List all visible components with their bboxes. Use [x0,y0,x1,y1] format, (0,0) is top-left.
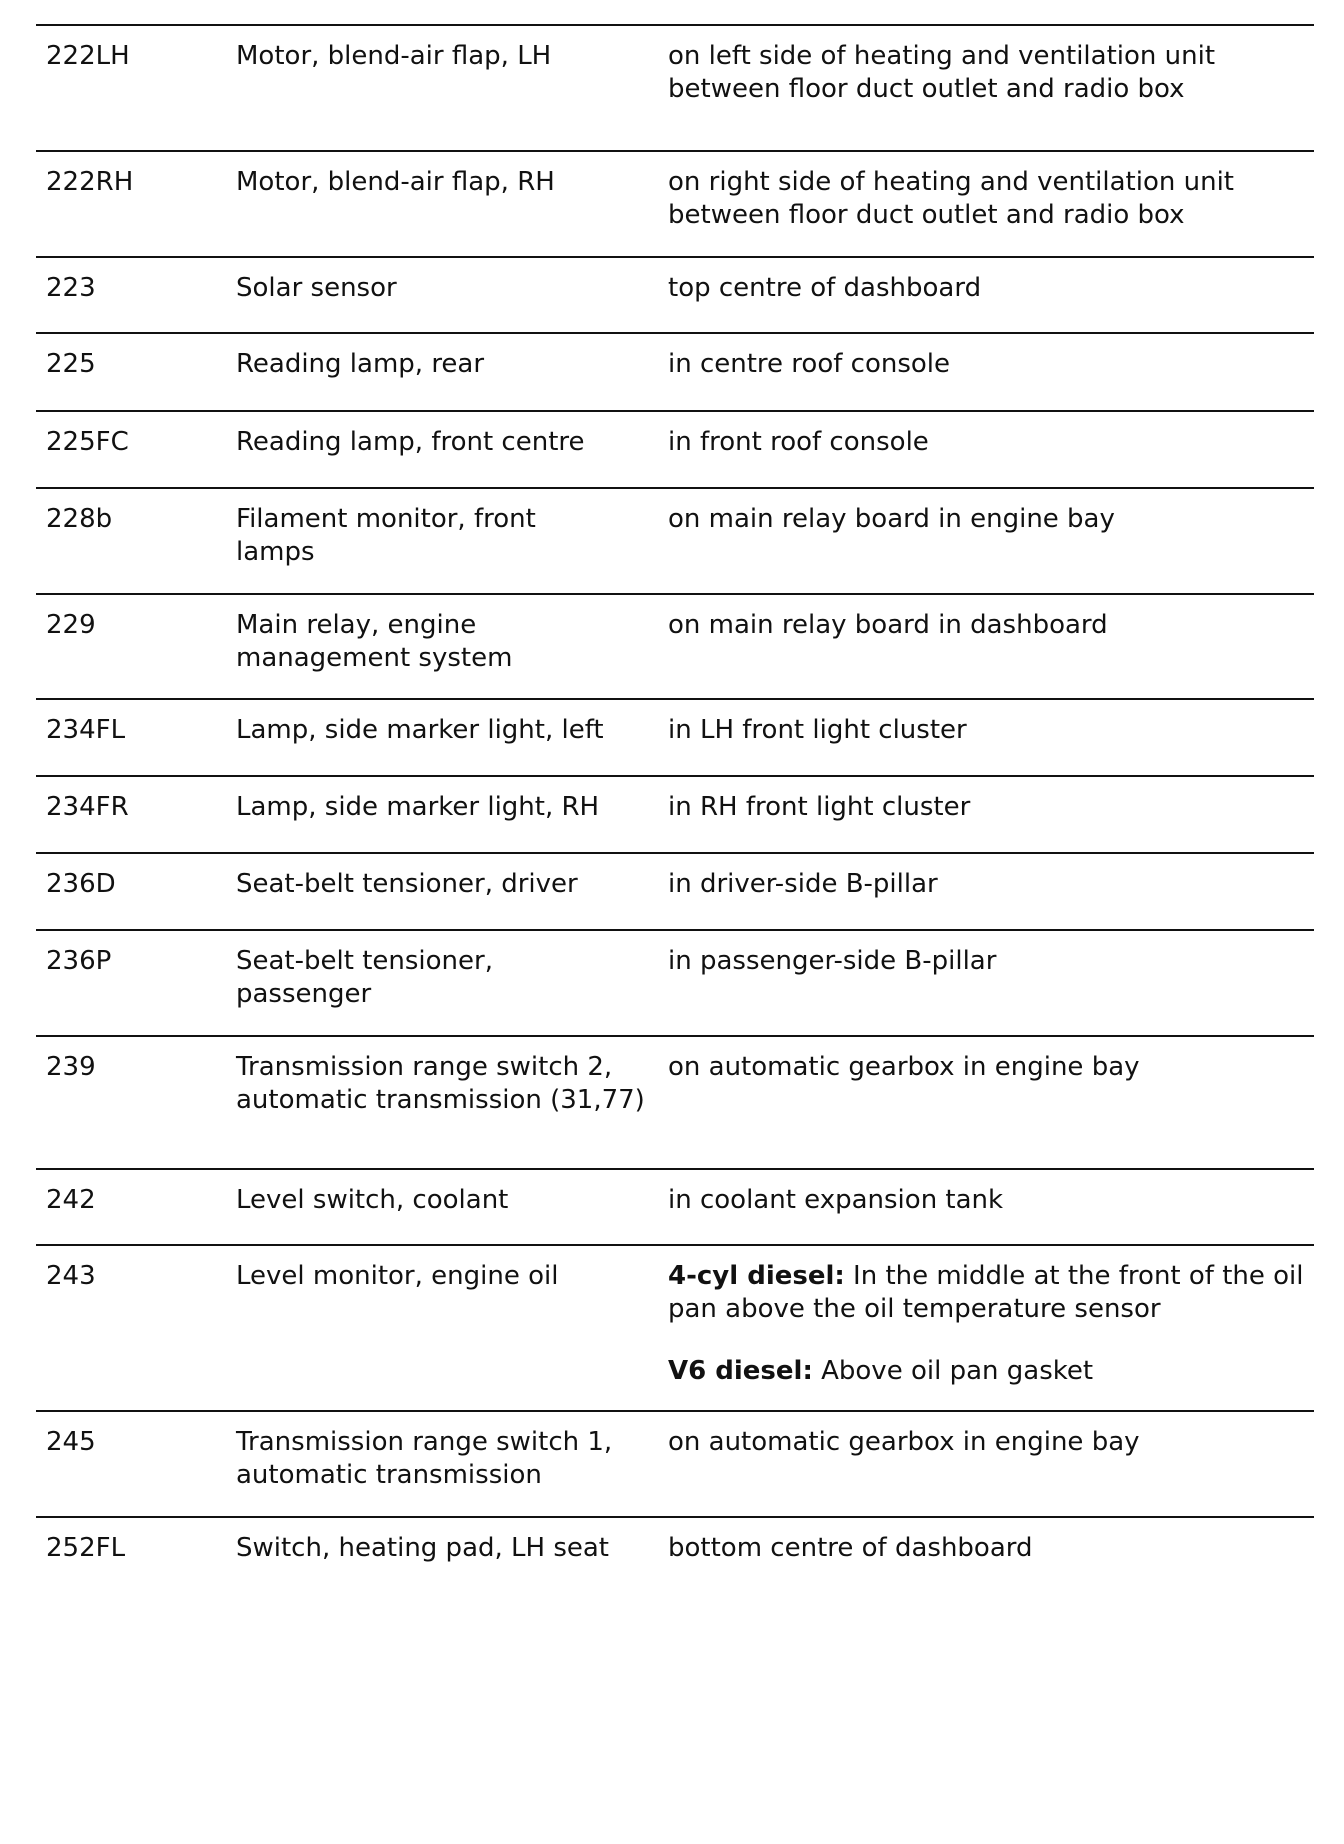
engine-variant-label: V6 diesel: [668,1356,813,1386]
component-description: Solar sensor [236,273,397,303]
component-location: top centre of dashboard [668,273,982,303]
component-code: 234FL [46,715,126,745]
component-code: 225FC [46,427,129,457]
component-description: Lamp, side marker light, RH [236,792,600,822]
component-location: on left side of heating and ventilation unit between floor duct outlet and radio box [668,41,1216,104]
component-description: Seat-belt tensioner, driver [236,869,578,899]
component-code: 239 [46,1052,96,1082]
component-location: in driver-side B-pillar [668,869,938,899]
engine-variant-label: 4-cyl diesel: [668,1261,845,1291]
component-code: 242 [46,1185,96,1215]
table-row [36,593,1314,698]
component-location [668,1260,1318,1388]
location-note [668,1355,1318,1388]
table-row [36,1168,1314,1244]
table-row [36,150,1314,256]
component-description: Level monitor, engine oil [236,1261,559,1291]
location-note [668,1260,1318,1326]
component-location: in coolant expansion tank [668,1185,1004,1215]
table-row [36,698,1314,775]
component-location: in RH front light cluster [668,792,971,822]
component-code: 252FL [46,1533,126,1563]
table-row [36,1035,1314,1168]
table-row [36,332,1314,410]
component-code: 245 [46,1427,96,1457]
component-location: in LH front light cluster [668,715,967,745]
component-code: 234FR [46,792,129,822]
component-location: on automatic gearbox in engine bay [668,1427,1140,1457]
component-location: in passenger-side B-pillar [668,946,997,976]
component-description: Switch, heating pad, LH seat [236,1533,610,1563]
component-description: Motor, blend-air flap, RH [236,167,555,197]
component-description: Lamp, side marker light, left [236,715,604,745]
table-row [36,1410,1314,1516]
component-code: 229 [46,610,96,640]
table-row [36,256,1314,332]
location-note-text: Above oil pan gasket [812,1356,1094,1386]
component-code: 222RH [46,167,134,197]
component-description: Motor, blend-air flap, LH [236,41,552,71]
component-code: 223 [46,273,96,303]
component-description: Seat-belt tensioner, passenger [236,946,493,1009]
component-location: on main relay board in dashboard [668,610,1108,640]
component-description: Filament monitor, front lamps [236,504,536,567]
component-code: 243 [46,1261,96,1291]
table-row [36,487,1314,593]
table-row [36,775,1314,852]
component-location: on automatic gearbox in engine bay [668,1052,1140,1082]
component-code: 225 [46,349,96,379]
component-location: on main relay board in engine bay [668,504,1115,534]
component-description: Level switch, coolant [236,1185,509,1215]
component-code: 236P [46,946,112,976]
component-location: in front roof console [668,427,929,457]
component-description: Transmission range switch 1, automatic transmission [236,1427,613,1490]
component-location: on right side of heating and ventilation unit between floor duct outlet and radio box [668,167,1234,230]
table-row [36,410,1314,487]
component-description: Transmission range switch 2, automatic transmission (31,77) [236,1052,645,1115]
component-description: Reading lamp, rear [236,349,485,379]
component-code: 236D [46,869,116,899]
table-row [36,1244,1314,1410]
component-description: Main relay, engine management system [236,610,513,673]
table-row [36,24,1314,150]
table-row [36,1516,1314,1578]
table-row [36,929,1314,1035]
location-note-text: In the middle at the front of the oil pan above the oil temperature sensor [668,1261,1304,1324]
component-description: Reading lamp, front centre [236,427,585,457]
component-location-table [36,24,1314,1578]
component-code: 228b [46,504,113,534]
component-location: bottom centre of dashboard [668,1533,1033,1563]
component-code: 222LH [46,41,130,71]
component-location: in centre roof console [668,349,951,379]
table-row [36,852,1314,929]
